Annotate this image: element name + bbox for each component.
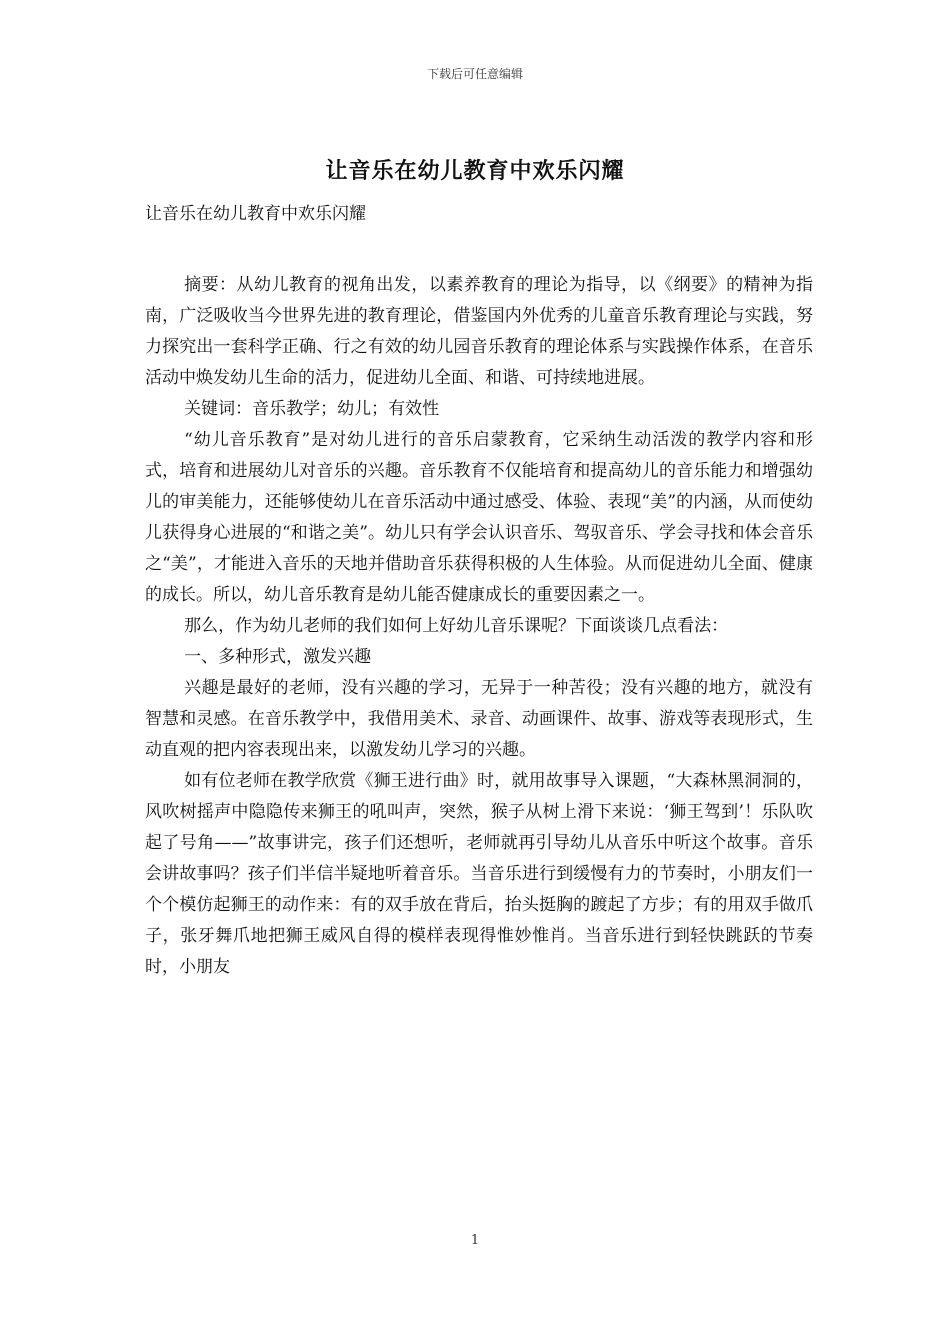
body-paragraph: 那么，作为幼儿老师的我们如何上好幼儿音乐课呢？下面谈谈几点看法： bbox=[184, 616, 729, 636]
page-number: 1 bbox=[470, 1233, 480, 1248]
document-body bbox=[145, 199, 813, 983]
body-paragraph: “幼儿音乐教育”是对幼儿进行的音乐启蒙教育，它采纳生动活泼的教学内容和形式，培育和进展幼儿对音乐的兴趣。音乐教育不仅能培育和提高幼儿的音乐能力和增强幼儿的审美能力，还能够使幼儿在音乐活动中通过感受、体验、表现“美”的内涵，从而使幼儿获得身心进展的“和谐之美”。幼儿只有学会认识音乐、驾驭音乐、学会寻找和体会音乐之“美”，才能进入音乐的天地并借助音乐获得积极的人生体验。从而促进幼儿全面、健康的成长。所以，幼儿音乐教育是幼儿能否健康成长的重要因素之一。 bbox=[145, 430, 813, 605]
document-subtitle: 让音乐在幼儿教育中欢乐闪耀 bbox=[145, 204, 366, 224]
section-heading: 一、多种形式，激发兴趣 bbox=[184, 647, 372, 667]
document-title: 让音乐在幼儿教育中欢乐闪耀 bbox=[325, 158, 625, 184]
abstract-paragraph: 摘要：从幼儿教育的视角出发，以素养教育的理论为指导，以《纲要》的精神为指南，广泛吸收当今世界先进的教育理论，借鉴国内外优秀的儿童音乐教育理论与实践，努力探究出一套科学正确、行之有效的幼儿园音乐教育的理论体系与实践操作体系，在音乐活动中焕发幼儿生命的活力，促进幼儿全面、和谐、可持续地进展。 bbox=[145, 275, 813, 388]
body-paragraph: 如有位老师在教学欣赏《狮王进行曲》时，就用故事导入课题，“大森林黑洞洞的，风吹树摇声中隐隐传来狮王的吼叫声，突然，猴子从树上滑下来说：‘狮王驾到’！乐队吹起了号角——”故事讲完，孩子们还想听，老师就再引导幼儿从音乐中听这个故事。音乐会讲故事吗？孩子们半信半疑地听着音乐。当音乐进行到缓慢有力的节奏时，小朋友们一个个模仿起狮王的动作来：有的双手放在背后，抬头挺胸的踱起了方步；有的用双手做爪子，张牙舞爪地把狮王威风自得的模样表现得惟妙惟肖。当音乐进行到轻快跳跃的节奏时，小朋友 bbox=[145, 771, 813, 977]
page-header: 下载后可任意编辑 bbox=[426, 67, 523, 81]
keywords-paragraph: 关键词：音乐教学；幼儿；有效性 bbox=[184, 399, 440, 419]
body-paragraph: 兴趣是最好的老师，没有兴趣的学习，无异于一种苦役；没有兴趣的地方，就没有智慧和灵感。在音乐教学中，我借用美术、录音、动画课件、故事、游戏等表现形式，生动直观的把内容表现出来，以激发幼儿学习的兴趣。 bbox=[145, 678, 813, 760]
